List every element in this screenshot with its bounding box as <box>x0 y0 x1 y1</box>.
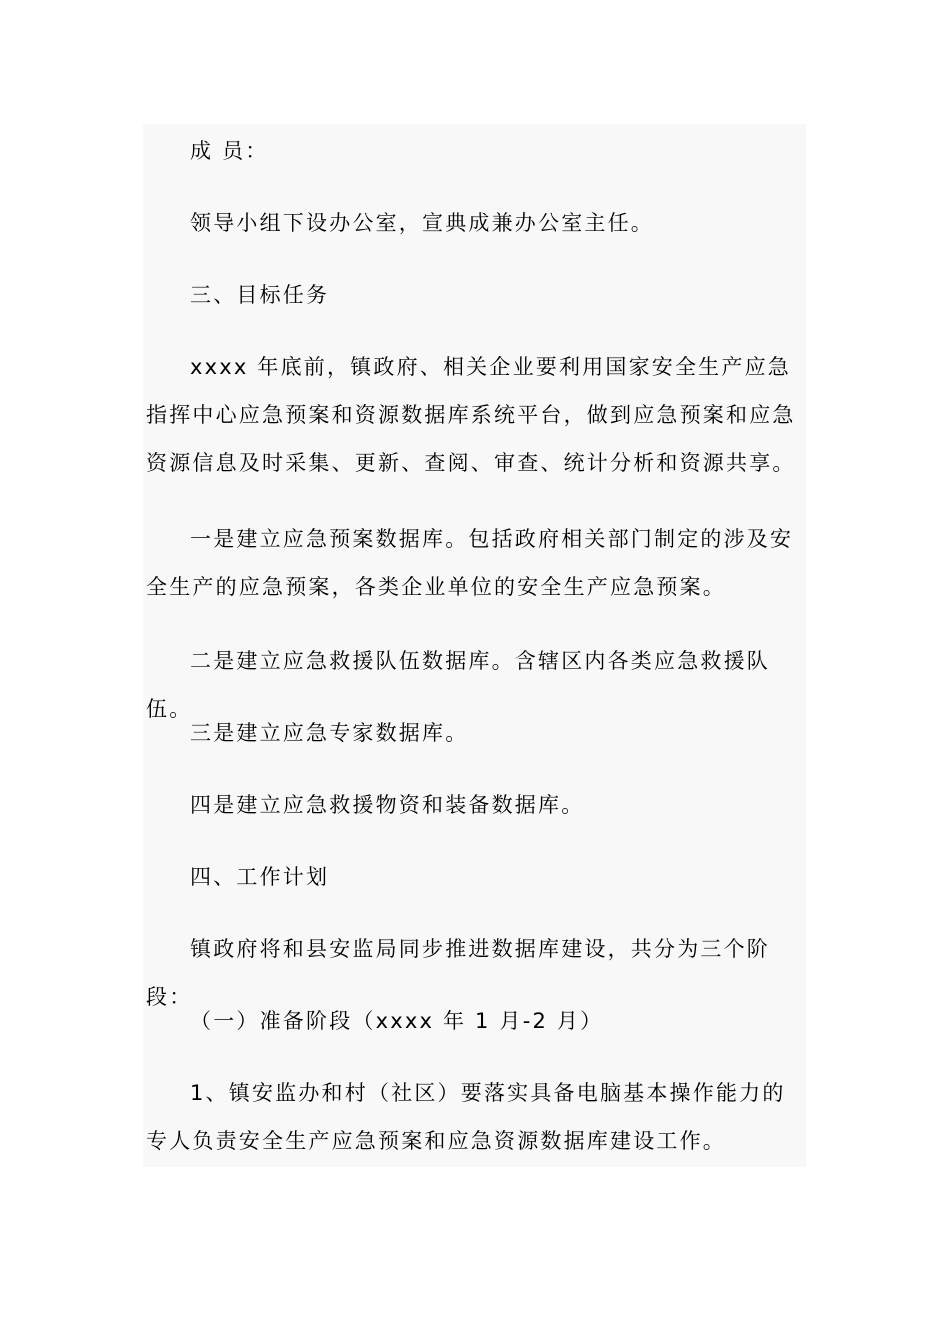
paragraph-item-two: 二是建立应急救援队伍数据库。含辖区内各类应急救援队伍。 <box>146 649 770 721</box>
paragraph-prep-item-one: 1、镇安监办和村（社区）要落实具备电脑基本操作能力的专人负责安全生产应急预案和应急资源数据库建设工作。 <box>146 1081 786 1153</box>
paragraph-office: 领导小组下设办公室，宣典成兼办公室主任。 <box>190 211 654 235</box>
paragraph-item-four: 四是建立应急救援物资和装备数据库。 <box>190 793 585 817</box>
paragraph-goals-intro: xxxx 年底前，镇政府、相关企业要利用国家安全生产应急指挥中心应急预案和资源数据库系统平台，做到应急预案和应急资源信息及时采集、更新、查阅、审查、统计分析和资源共享。 <box>146 355 796 475</box>
heading-work-plan: 四、工作计划 <box>190 865 330 889</box>
heading-prep-stage: （一）准备阶段（xxxx 年 1 月-2 月） <box>190 1009 604 1033</box>
heading-goals: 三、目标任务 <box>190 283 330 307</box>
paragraph-item-three: 三是建立应急专家数据库。 <box>190 721 469 745</box>
paragraph-plan-intro: 镇政府将和县安监局同步推进数据库建设，共分为三个阶段： <box>146 937 770 1009</box>
paragraph-item-one: 一是建立应急预案数据库。包括政府相关部门制定的涉及安全生产的应急预案，各类企业单位的安全生产应急预案。 <box>146 527 794 599</box>
paragraph-members: 成 员： <box>190 139 269 163</box>
